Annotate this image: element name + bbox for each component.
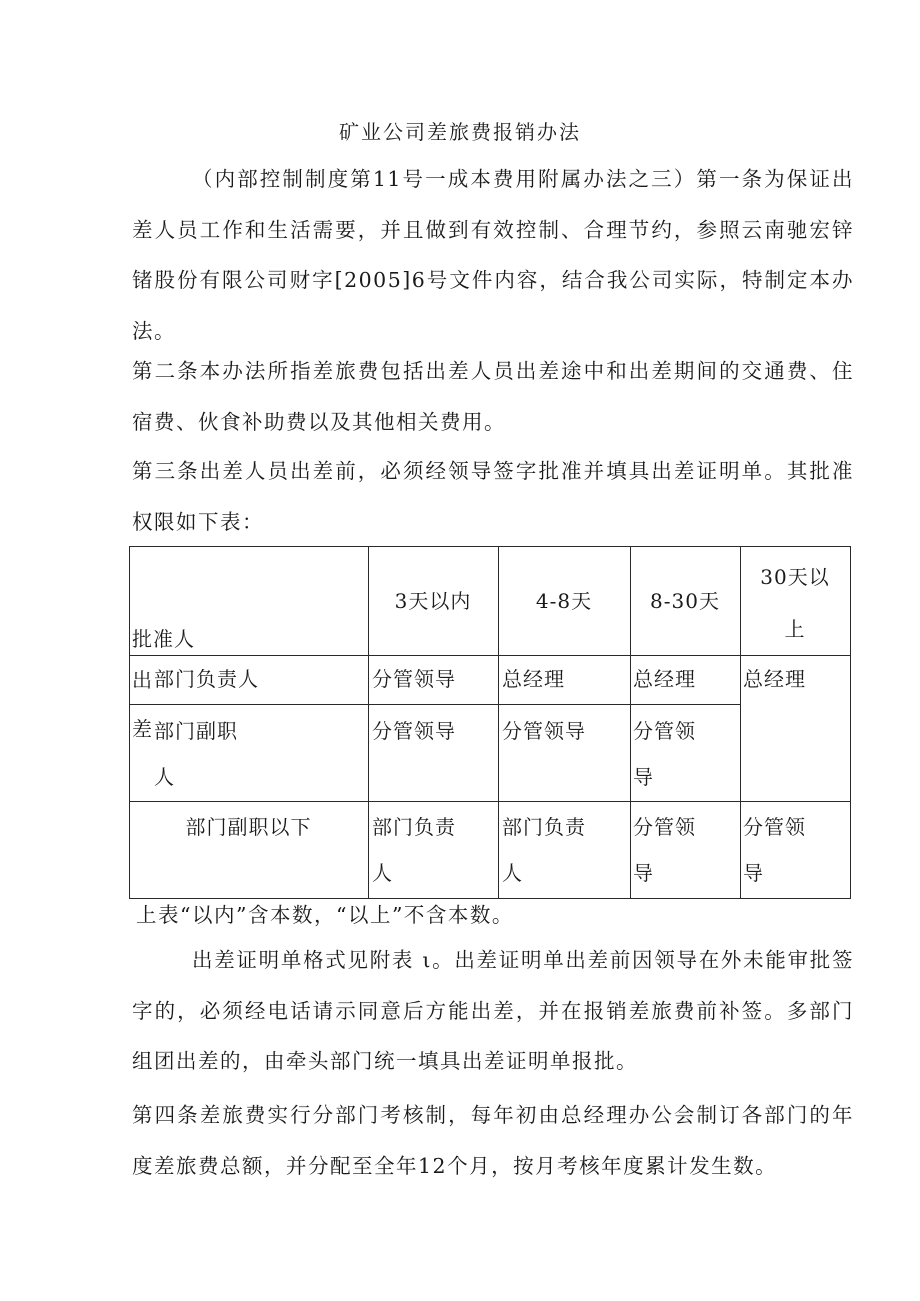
approval-authority-table xyxy=(129,546,851,898)
table-row-label: 部门副职人 xyxy=(154,719,238,789)
table-cell: 分管领导 xyxy=(633,815,696,885)
table-cell: 分管领导 xyxy=(372,719,456,743)
table-corner-label: 批准人 xyxy=(132,627,195,651)
table-header-cell: 3天以内 xyxy=(394,589,472,613)
table-side-label: 出差 xyxy=(132,668,153,741)
table-cell: 总经理 xyxy=(743,667,806,691)
table-header-cell: 30天以上 xyxy=(760,565,830,641)
document-title: 矿业公司差旅费报销办法 xyxy=(339,120,581,144)
table-cell: 分管领导 xyxy=(633,719,696,789)
paragraph-article-3: 第三条出差人员出差前，必须经领导签字批准并填具出差证明单。其批准权限如下表： xyxy=(132,459,854,534)
table-cell: 总经理 xyxy=(633,667,696,691)
table-header-cell: 4-8天 xyxy=(535,589,593,613)
table-cell: 分管领导 xyxy=(502,719,586,743)
table-row-label: 部门负责人 xyxy=(154,667,259,691)
table-cell: 分管领导 xyxy=(372,667,456,691)
paragraph-intro: （内部控制制度第11号一成本费用附属办法之三）第一条为保证出差人员工作和生活需要，并且做到有效控制、合理节约，参照云南驰宏锌锗股份有限公司财字[2005]6号文件内容，结合我公司实际，特制定本办法。 xyxy=(132,167,854,343)
table-note: 上表“以内”含本数，“以上”不含本数。 xyxy=(136,903,514,927)
table-cell: 部门负责人 xyxy=(372,815,456,885)
table-cell: 部门负责人 xyxy=(502,815,586,885)
table-row-label: 部门副职以下 xyxy=(185,815,312,839)
table-cell: 分管领导 xyxy=(743,815,806,885)
table-header-cell: 8-30天 xyxy=(650,589,720,613)
table-cell: 总经理 xyxy=(502,667,565,691)
paragraph-article-2: 第二条本办法所指差旅费包括出差人员出差途中和出差期间的交通费、住宿费、伙食补助费以及其他相关费用。 xyxy=(132,359,854,434)
paragraph-certificate-format: 出差证明单格式见附表 ι。出差证明单出差前因领导在外未能审批签字的，必须经电话请示同意后方能出差，并在报销差旅费前补签。多部门组团出差的，由牵头部门统一填具出差证明单报批。 xyxy=(132,948,854,1073)
paragraph-article-4: 第四条差旅费实行分部门考核制，每年初由总经理办公会制订各部门的年度差旅费总额，并分配至全年12个月，按月考核年度累计发生数。 xyxy=(132,1103,854,1178)
